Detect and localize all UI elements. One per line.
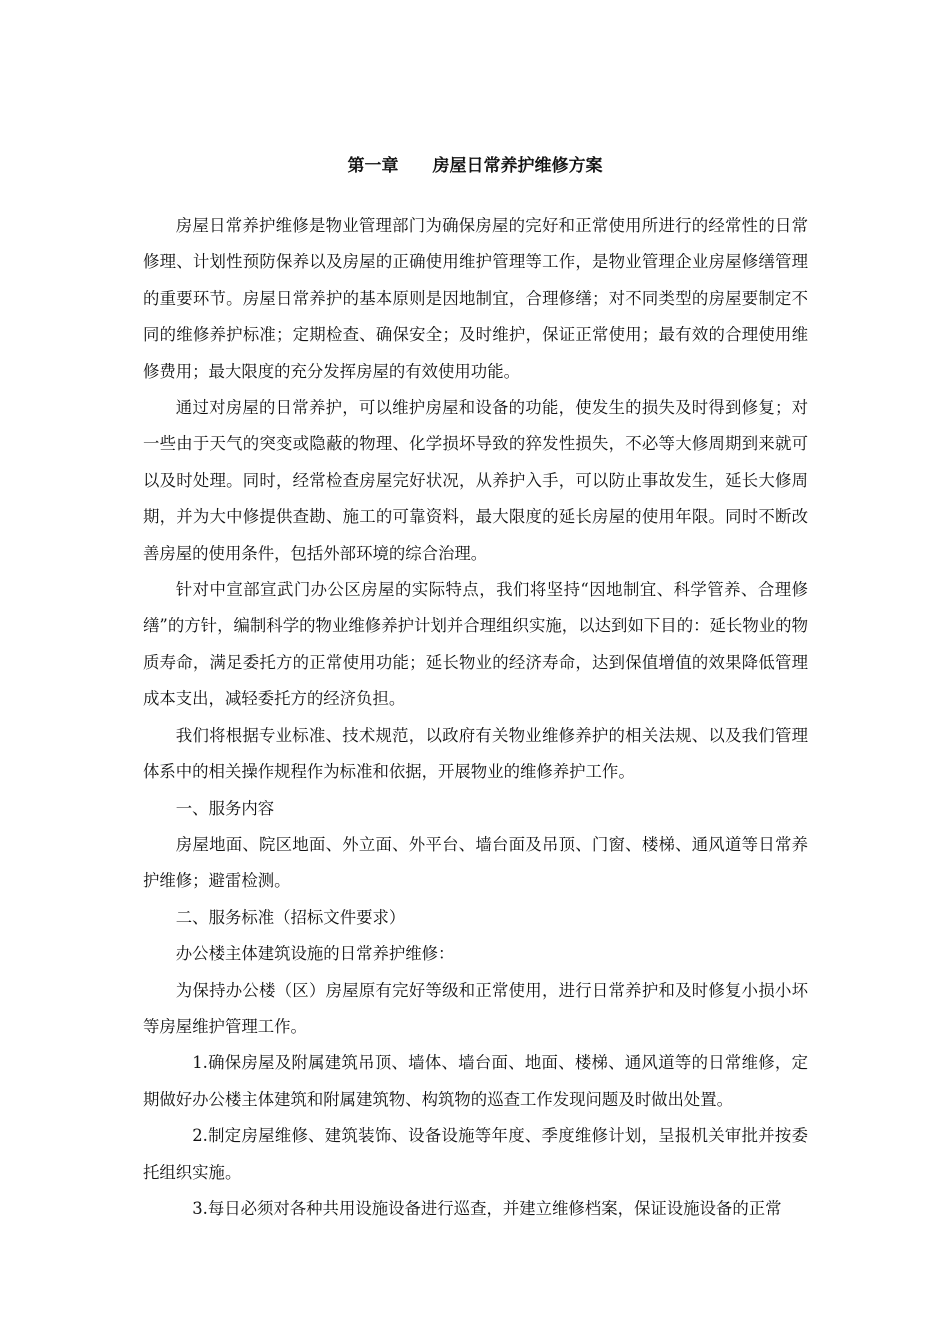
paragraph-standards-basis: 我们将根据专业标准、技术规范，以政府有关物业维修养护的相关法规、以及我们管理体系中的相关操作规程作为标准和依据，开展物业的维修养护工作。 — [143, 725, 808, 782]
section-heading-service-standard: 二、服务标准（招标文件要求） — [175, 907, 406, 927]
paragraph-purpose: 通过对房屋的日常养护，可以维护房屋和设备的功能，使发生的损失及时得到修复；对一些由于天气的突变或隐蔽的物理、化学损坏导致的猝发性损失，不必等大修周期到来就可以及时处理。同时，经常检查房屋完好状况，从养护入手，可以防止事故发生，延长大修周期，并为大中修提供查勘、施工的可靠资料，最大限度的延长房屋的使用年限。同时不断改善房屋的使用条件，包括外部环境的综合治理。 — [143, 398, 808, 563]
paragraph-maintain-condition: 为保持办公楼（区）房屋原有完好等级和正常使用，进行日常养护和及时修复小损小坏等房屋维护管理工作。 — [143, 980, 808, 1036]
document-body — [143, 208, 808, 1227]
section-heading-service-content: 一、服务内容 — [175, 798, 275, 818]
paragraph-service-content: 房屋地面、院区地面、外立面、外平台、墙台面及吊顶、门窗、楼梯、通风道等日常养护维修；避雷检测。 — [143, 834, 808, 891]
paragraph-intro: 房屋日常养护维修是物业管理部门为确保房屋的完好和正常使用所进行的经常性的日常修理、计划性预防保养以及房屋的正确使用维护管理等工作，是物业管理企业房屋修缮管理的重要环节。房屋日常养护的基本原则是因地制宜，合理修缮；对不同类型的房屋要制定不同的维修养护标准；定期检查、确保安全；及时维护，保证正常使用；最有效的合理使用维修费用；最大限度的充分发挥房屋的有效使用功能。 — [143, 216, 808, 381]
paragraph-office-building-maintenance: 办公楼主体建筑设施的日常养护维修： — [175, 944, 455, 964]
list-item-1: 1.确保房屋及附属建筑吊顶、墙体、墙台面、地面、楼梯、通风道等的日常维修，定期做好办公楼主体建筑和附属建筑物、构筑物的巡查工作发现问题及时做出处置。 — [143, 1053, 808, 1109]
list-item-2: 2.制定房屋维修、建筑装饰、设备设施等年度、季度维修计划，呈报机关审批并按委托组织实施。 — [143, 1126, 808, 1182]
chapter-title: 第一章 房屋日常养护维修方案 — [347, 156, 603, 176]
paragraph-approach: 针对中宣部宣武门办公区房屋的实际特点，我们将坚持“因地制宜、科学管养、合理修缮”的方针，编制科学的物业维修养护计划并合理组织实施，以达到如下目的：延长物业的物质寿命，满足委托方的正常使用功能；延长物业的经济寿命，达到保值增值的效果降低管理成本支出，减轻委托方的经济负担。 — [143, 580, 808, 709]
list-item-3: 3.每日必须对各种共用设施设备进行巡查，并建立维修档案，保证设施设备的正常 — [192, 1198, 782, 1218]
